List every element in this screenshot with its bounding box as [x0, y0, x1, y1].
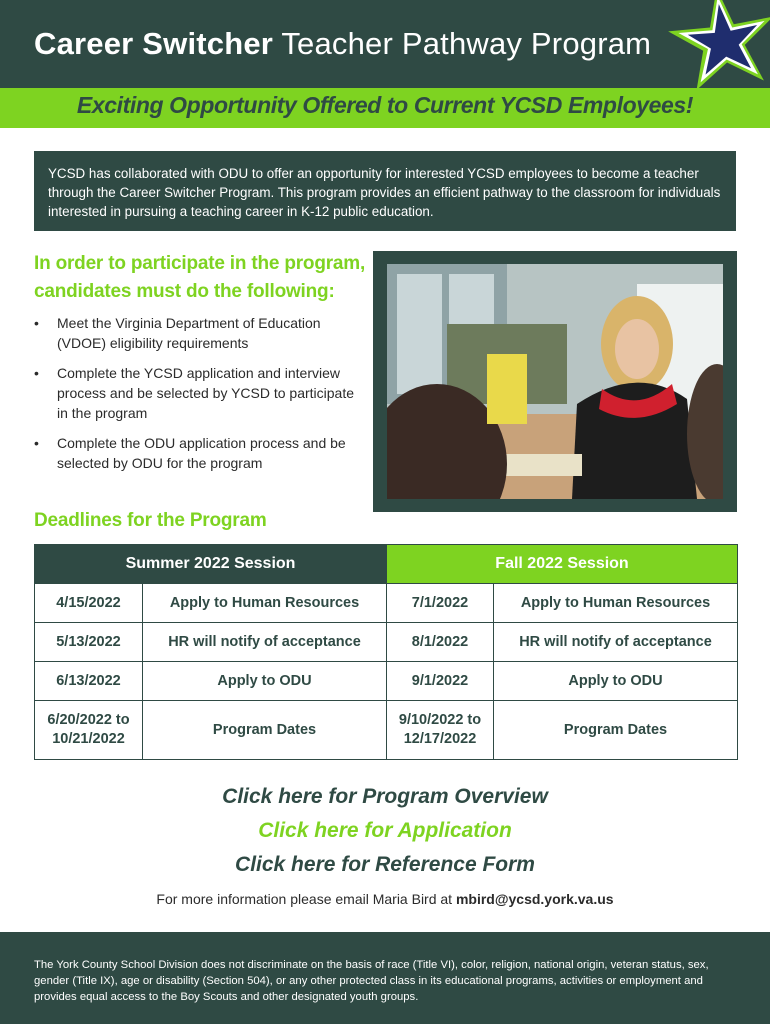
- requirements-heading: In order to participate in the program, candidates must do the following:: [34, 253, 366, 302]
- fall-date-end: 12/17/2022: [403, 731, 477, 747]
- list-item-text: Complete the YCSD application and interview process and be selected by YCSD to participate in the program: [57, 365, 355, 421]
- summer-task: Apply to Human Resources: [143, 584, 387, 623]
- contact-text: For more information please email Maria Bird at: [156, 891, 456, 907]
- summer-task: Program Dates: [143, 701, 387, 760]
- classroom-photo: [387, 264, 723, 499]
- fall-date-start: 9/10/2022 to: [398, 712, 482, 728]
- star-icon: [662, 0, 770, 96]
- fall-task: Program Dates: [494, 701, 738, 760]
- links-section: [0, 780, 770, 882]
- fall-session-header: Fall 2022 Session: [387, 545, 738, 584]
- deadlines-table: [34, 544, 738, 760]
- photo-frame: [373, 251, 737, 512]
- table-row: [35, 701, 738, 760]
- summer-task: HR will notify of acceptance: [143, 623, 387, 662]
- list-item-text: Meet the Virginia Department of Education (VDOE) eligibility requirements: [57, 315, 321, 351]
- banner: [0, 88, 770, 128]
- deadlines-heading: Deadlines for the Program: [34, 510, 267, 531]
- bullet: •: [34, 435, 39, 451]
- fall-task: Apply to ODU: [494, 662, 738, 701]
- reference-form-link[interactable]: Click here for Reference Form: [235, 853, 535, 876]
- page-title-bold: Career Switcher: [34, 26, 274, 61]
- summer-date: 4/15/2022: [35, 584, 143, 623]
- fall-date: 7/1/2022: [387, 584, 494, 623]
- bullet: •: [34, 315, 39, 331]
- application-link[interactable]: Click here for Application: [258, 819, 512, 842]
- page-title: [34, 26, 651, 62]
- summer-date-end: 10/21/2022: [52, 731, 125, 747]
- table-row: [35, 584, 738, 623]
- summer-session-header: Summer 2022 Session: [35, 545, 387, 584]
- program-overview-link[interactable]: Click here for Program Overview: [222, 785, 548, 808]
- header: [0, 0, 770, 88]
- summer-task: Apply to ODU: [143, 662, 387, 701]
- contact-email-link[interactable]: mbird@ycsd.york.va.us: [455, 891, 614, 907]
- fall-date: [387, 701, 494, 760]
- fall-task: Apply to Human Resources: [494, 584, 738, 623]
- list-item: [34, 433, 364, 473]
- requirements-list: [34, 313, 364, 483]
- list-item: [34, 313, 364, 353]
- fall-task: HR will notify of acceptance: [494, 623, 738, 662]
- summer-date: [35, 701, 143, 760]
- summer-date-start: 6/20/2022 to: [47, 712, 130, 728]
- intro-box: [34, 151, 736, 231]
- bullet: •: [34, 365, 39, 381]
- fall-date: 9/1/2022: [387, 662, 494, 701]
- table-row: [35, 623, 738, 662]
- table-row: [35, 662, 738, 701]
- page-title-rest: Teacher Pathway Program: [273, 26, 652, 61]
- summer-date: 5/13/2022: [35, 623, 143, 662]
- list-item-text: Complete the ODU application process and be selected by ODU for the program: [57, 435, 346, 471]
- summer-date: 6/13/2022: [35, 662, 143, 701]
- banner-text: Exciting Opportunity Offered to Current YCSD Employees!: [76, 92, 694, 118]
- nondiscrimination-statement: The York County School Division does not discriminate on the basis of race (Title VI), color, religion, national origin, veteran status, sex, gender (Title IX), age or disability (Section 504), or any other protected class in its educational programs, activities or employment and provides equal access to the Boy Scouts and other designated youth groups.: [34, 959, 709, 1003]
- contact-info: [0, 891, 770, 907]
- fall-date: 8/1/2022: [387, 623, 494, 662]
- list-item: [34, 363, 364, 423]
- intro-text: YCSD has collaborated with ODU to offer an opportunity for interested YCSD employees to become a teacher through the Career Switcher Program. This program provides an efficient pathway to the classroom for individuals interested in pursuing a teaching career in K-12 public education.: [48, 166, 721, 219]
- footer: [0, 932, 770, 1024]
- table-header-row: [35, 545, 738, 584]
